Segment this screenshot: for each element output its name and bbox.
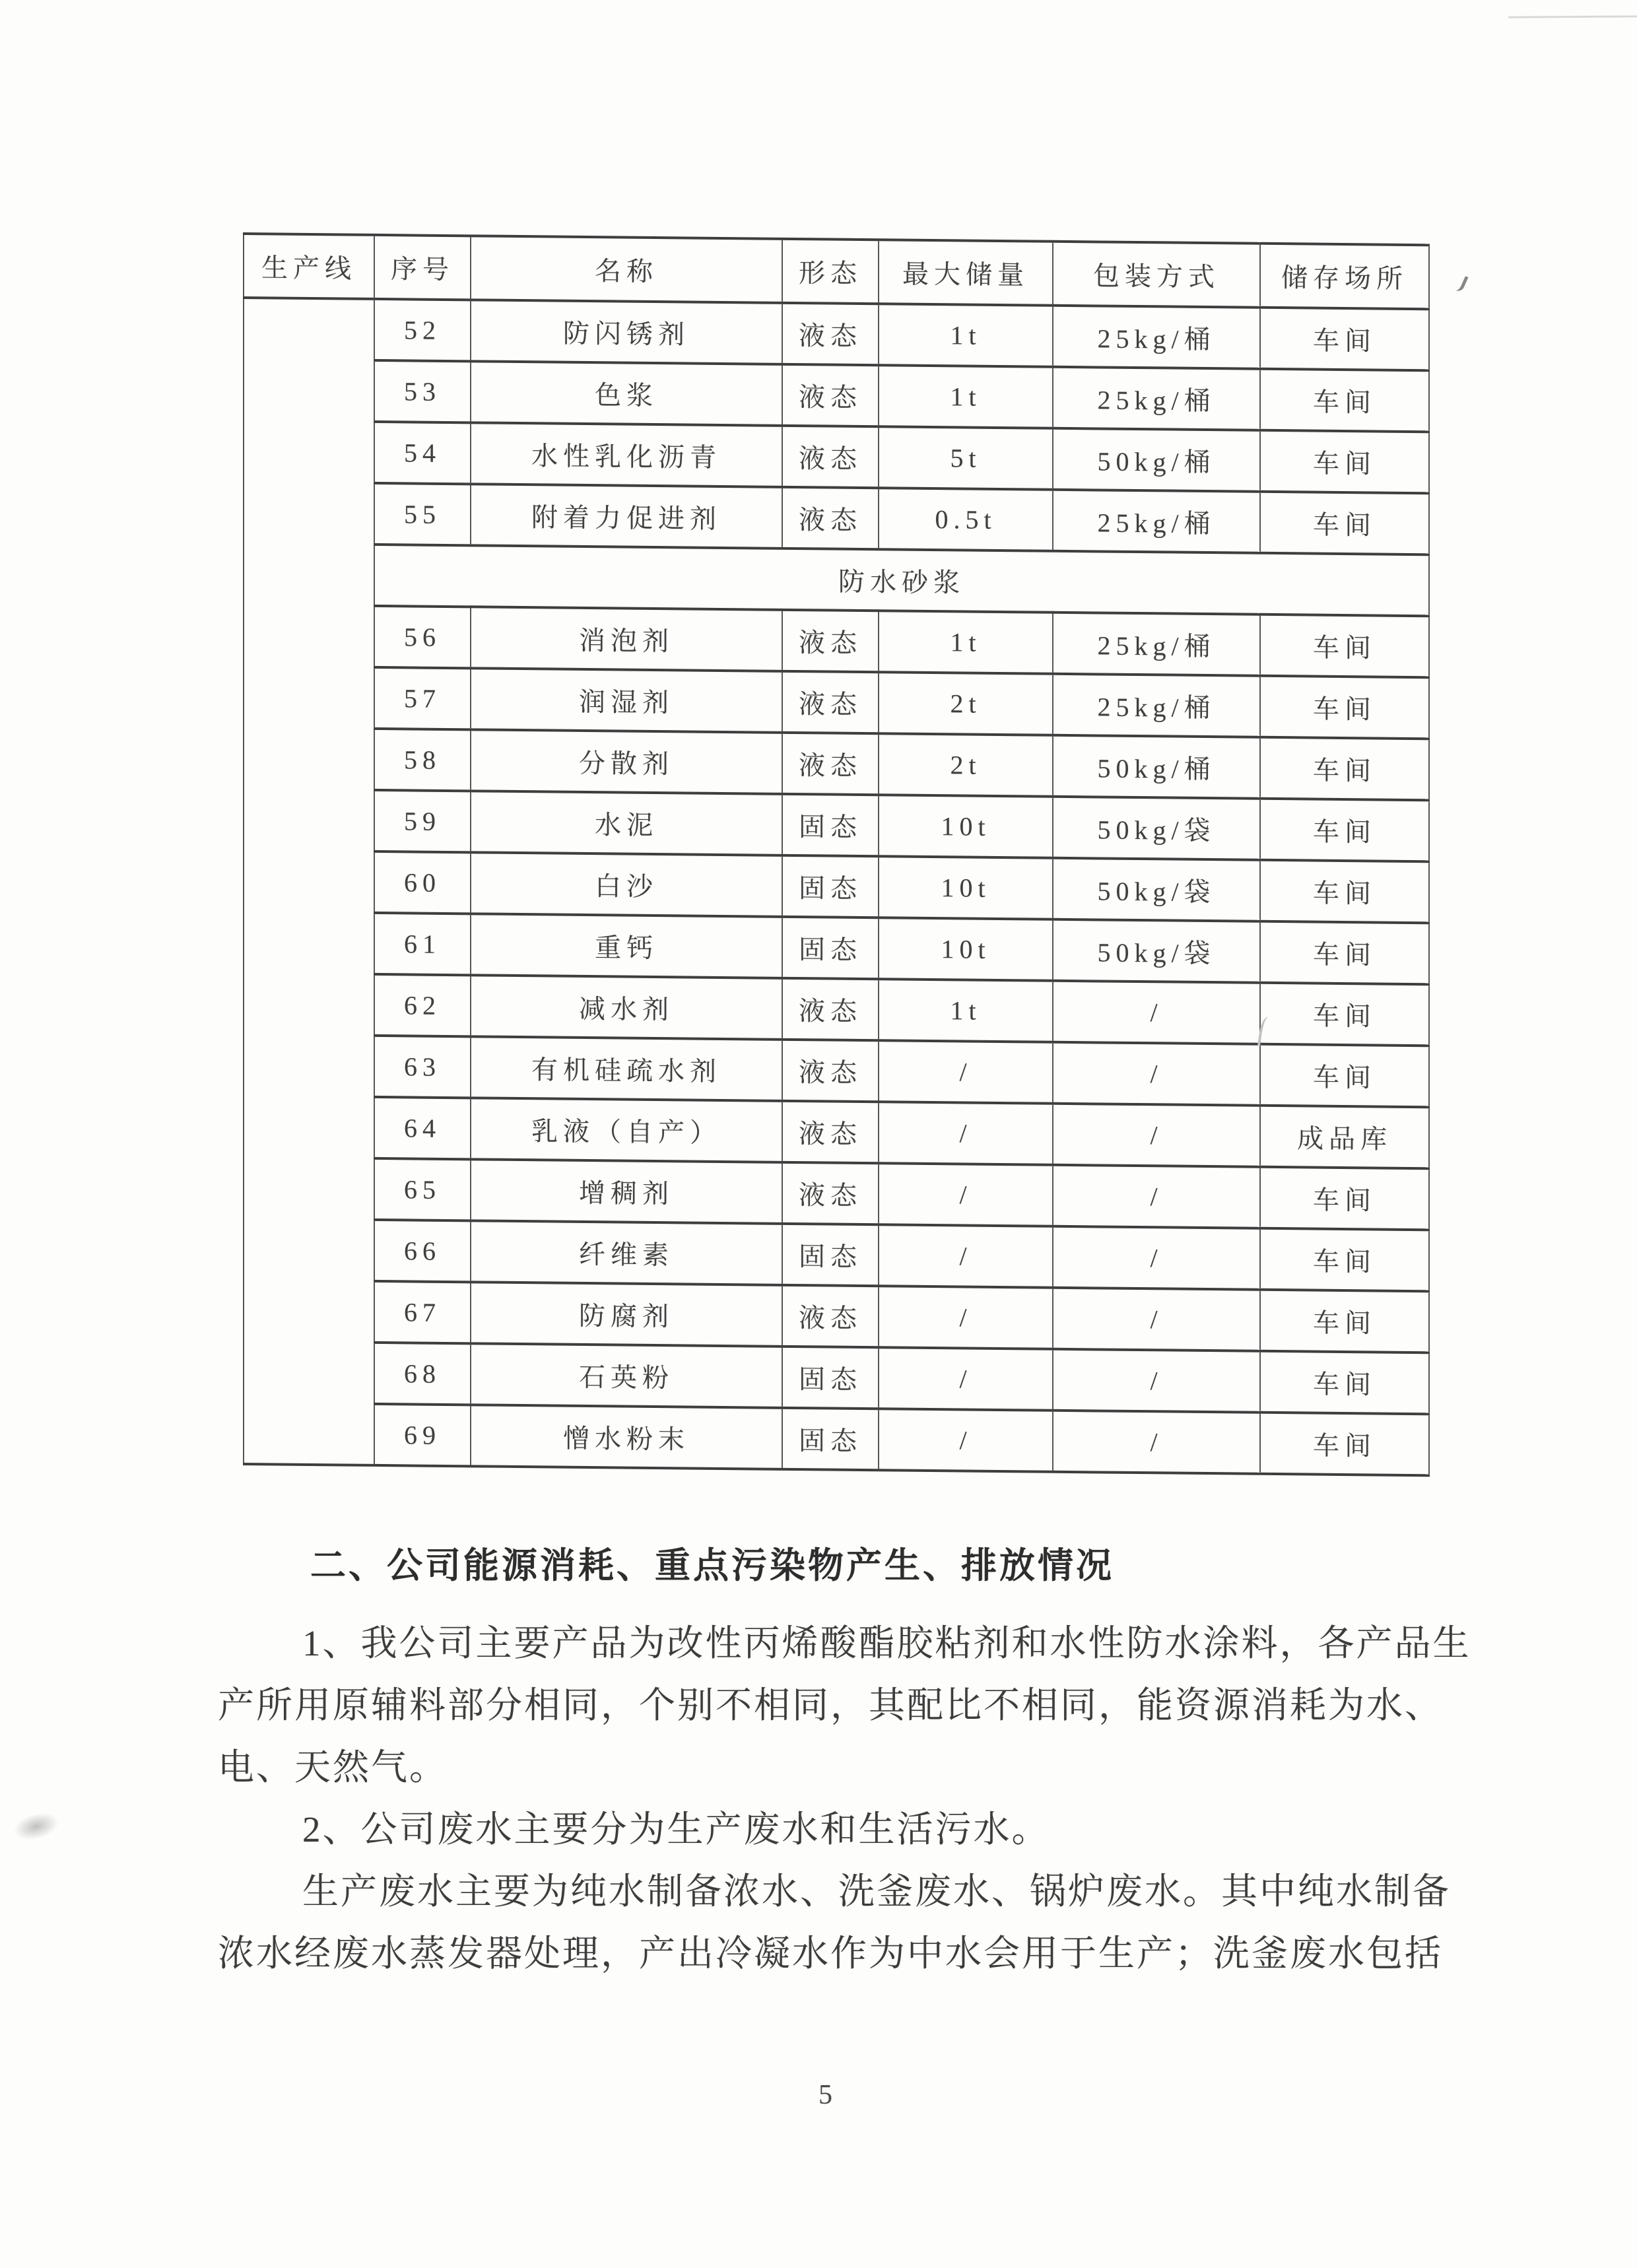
cell-name: 有机硅疏水剂: [471, 1036, 782, 1101]
cell-max-capacity: 1t: [879, 979, 1053, 1042]
cell-packaging: 50kg/袋: [1053, 919, 1260, 983]
cell-serial: 64: [374, 1097, 471, 1159]
cell-storage-location: 车间: [1260, 308, 1429, 370]
cell-max-capacity: 2t: [879, 672, 1053, 735]
cell-state: 液态: [782, 733, 879, 795]
header-state: 形态: [782, 239, 879, 304]
cell-name: 憎水粉末: [471, 1405, 782, 1469]
cell-storage-location: 车间: [1260, 860, 1429, 923]
table-row: [244, 973, 1429, 1046]
cell-state: 固态: [782, 1408, 879, 1470]
scan-artifact-tick: [1452, 273, 1468, 293]
cell-serial: 61: [374, 913, 471, 975]
cell-packaging: /: [1053, 1104, 1260, 1167]
cell-packaging: 25kg/桶: [1053, 490, 1260, 553]
table-section-row: [244, 543, 1429, 616]
cell-state: 液态: [782, 1285, 879, 1347]
header-serial: 序号: [374, 235, 471, 300]
cell-max-capacity: /: [879, 1102, 1053, 1165]
cell-name: 重钙: [471, 914, 782, 978]
materials-table-container: [243, 232, 1428, 1477]
header-max-capacity: 最大储量: [879, 240, 1053, 306]
table-row: [244, 298, 1429, 370]
cell-serial: 59: [374, 790, 471, 852]
cell-max-capacity: /: [879, 1409, 1053, 1472]
cell-state: 液态: [782, 487, 879, 549]
body-text: [218, 1613, 1471, 1985]
cell-name: 润湿剂: [471, 668, 782, 733]
cell-name: 水性乳化沥青: [471, 422, 782, 487]
header-packaging: 包装方式: [1053, 242, 1260, 308]
cell-name: 纤维素: [471, 1220, 782, 1285]
header-name: 名称: [471, 236, 782, 303]
cell-packaging: 25kg/桶: [1053, 674, 1260, 737]
cell-max-capacity: /: [879, 1040, 1053, 1104]
cell-storage-location: 车间: [1260, 799, 1429, 861]
cell-name: 分散剂: [471, 729, 782, 794]
cell-storage-location: 车间: [1260, 1413, 1429, 1475]
cell-storage-location: 车间: [1260, 430, 1429, 493]
cell-packaging: 50kg/桶: [1053, 428, 1260, 492]
cell-name: 色浆: [471, 361, 782, 426]
table-row: [244, 1403, 1429, 1475]
table-row: [244, 1280, 1429, 1352]
cell-state: 固态: [782, 1347, 879, 1409]
paragraph-line: 电、天然气。: [218, 1747, 448, 1787]
cell-serial: 62: [374, 974, 471, 1036]
cell-packaging: /: [1053, 1226, 1260, 1290]
cell-name: 乳液（自产）: [471, 1098, 782, 1162]
cell-name: 石英粉: [471, 1343, 782, 1408]
cell-serial: 60: [374, 851, 471, 914]
table-row: [244, 1218, 1429, 1291]
cell-serial: 52: [374, 299, 471, 361]
cell-storage-location: 车间: [1260, 1044, 1429, 1107]
table-row: [244, 605, 1429, 677]
cell-serial: 68: [374, 1343, 471, 1405]
table-row: [244, 359, 1429, 432]
cell-state: 液态: [782, 671, 879, 733]
production-line-merged-cell: [244, 298, 374, 1465]
cell-state: 固态: [782, 794, 879, 856]
cell-state: 液态: [782, 978, 879, 1040]
cell-storage-location: 车间: [1260, 369, 1429, 432]
materials-table: [243, 232, 1430, 1477]
table-row: [244, 1341, 1429, 1414]
cell-state: 固态: [782, 917, 879, 979]
cell-serial: 69: [374, 1404, 471, 1466]
cell-max-capacity: /: [879, 1163, 1053, 1226]
header-storage-location: 储存场所: [1260, 244, 1429, 309]
cell-max-capacity: /: [879, 1286, 1053, 1349]
cell-max-capacity: /: [879, 1224, 1053, 1288]
table-row: [244, 789, 1429, 861]
cell-max-capacity: 5t: [879, 426, 1053, 490]
cell-max-capacity: 10t: [879, 795, 1053, 858]
paragraph-line: 浓水经废水蒸发器处理，产出冷凝水作为中水会用于生产；洗釜废水包括: [218, 1933, 1444, 1974]
cell-serial: 58: [374, 729, 471, 791]
cell-packaging: 50kg/桶: [1053, 735, 1260, 799]
cell-state: 液态: [782, 1040, 879, 1102]
table-row: [244, 1096, 1429, 1168]
cell-max-capacity: 10t: [879, 856, 1053, 919]
scan-artifact-smudge: [11, 1809, 61, 1845]
paragraph-line: 2、公司废水主要分为生产废水和生活污水。: [302, 1809, 1050, 1850]
cell-packaging: /: [1053, 981, 1260, 1044]
cell-max-capacity: 1t: [879, 611, 1053, 674]
cell-state: 固态: [782, 855, 879, 917]
scan-artifact-line: [1508, 15, 1637, 18]
cell-packaging: /: [1053, 1042, 1260, 1106]
cell-storage-location: 车间: [1260, 921, 1429, 984]
cell-max-capacity: /: [879, 1347, 1053, 1411]
cell-serial: 56: [374, 606, 471, 668]
cell-storage-location: 车间: [1260, 1351, 1429, 1414]
table-row: [244, 912, 1429, 984]
cell-state: 固态: [782, 1224, 879, 1286]
cell-storage-location: 车间: [1260, 1228, 1429, 1291]
cell-state: 液态: [782, 426, 879, 488]
cell-packaging: 25kg/桶: [1053, 367, 1260, 430]
table-row: [244, 420, 1429, 493]
cell-max-capacity: 0.5t: [879, 488, 1053, 551]
cell-storage-location: 车间: [1260, 983, 1429, 1046]
cell-serial: 63: [374, 1036, 471, 1098]
paragraph-line: 产所用原辅料部分相同，个别不相同，其配比不相同，能资源消耗为水、: [218, 1685, 1444, 1725]
table-header-row: [244, 234, 1429, 309]
paragraph-line: 1、我公司主要产品为改性丙烯酸酯胶粘剂和水性防水涂料，各产品生: [302, 1623, 1471, 1663]
cell-serial: 55: [374, 483, 471, 545]
cell-storage-location: 车间: [1260, 737, 1429, 800]
cell-packaging: /: [1053, 1349, 1260, 1413]
cell-max-capacity: 1t: [879, 365, 1053, 428]
cell-max-capacity: 2t: [879, 733, 1053, 797]
table-row: [244, 727, 1429, 800]
table-row: [244, 666, 1429, 739]
cell-max-capacity: 1t: [879, 304, 1053, 367]
cell-name: 增稠剂: [471, 1159, 782, 1224]
cell-packaging: 50kg/袋: [1053, 797, 1260, 860]
cell-storage-location: 车间: [1260, 1290, 1429, 1352]
cell-state: 液态: [782, 303, 879, 365]
cell-serial: 65: [374, 1158, 471, 1220]
cell-storage-location: 车间: [1260, 1167, 1429, 1230]
table-row: [244, 850, 1429, 923]
cell-packaging: 25kg/桶: [1053, 306, 1260, 369]
cell-serial: 54: [374, 422, 471, 484]
cell-name: 附着力促进剂: [471, 484, 782, 549]
cell-name: 水泥: [471, 791, 782, 855]
table-row: [244, 1034, 1429, 1107]
cell-name: 防闪锈剂: [471, 300, 782, 364]
cell-state: 液态: [782, 1101, 879, 1163]
header-production-line: 生产线: [244, 234, 374, 299]
cell-storage-location: 车间: [1260, 676, 1429, 739]
cell-packaging: 50kg/袋: [1053, 858, 1260, 921]
cell-packaging: /: [1053, 1411, 1260, 1474]
cell-name: 消泡剂: [471, 607, 782, 671]
cell-storage-location: 车间: [1260, 615, 1429, 677]
cell-state: 液态: [782, 610, 879, 672]
cell-name: 防腐剂: [471, 1282, 782, 1347]
cell-name: 减水剂: [471, 975, 782, 1040]
cell-serial: 53: [374, 360, 471, 422]
cell-state: 液态: [782, 1162, 879, 1224]
section-label: 防水砂浆: [374, 545, 1429, 616]
cell-serial: 66: [374, 1220, 471, 1282]
cell-packaging: 25kg/桶: [1053, 613, 1260, 676]
cell-name: 白沙: [471, 852, 782, 917]
cell-packaging: /: [1053, 1288, 1260, 1351]
page-number: 5: [818, 2080, 832, 2110]
section-heading: 二、公司能源消耗、重点污染物产生、排放情况: [310, 1546, 1114, 1585]
cell-storage-location: 车间: [1260, 492, 1429, 554]
cell-storage-location: 成品库: [1260, 1106, 1429, 1168]
cell-serial: 67: [374, 1281, 471, 1343]
cell-serial: 57: [374, 667, 471, 729]
cell-max-capacity: 10t: [879, 917, 1053, 981]
cell-state: 液态: [782, 364, 879, 426]
cell-packaging: /: [1053, 1165, 1260, 1228]
table-row: [244, 482, 1429, 554]
table-row: [244, 1157, 1429, 1230]
paragraph-line: 生产废水主要为纯水制备浓水、洗釜废水、锅炉废水。其中纯水制备: [302, 1871, 1452, 1912]
